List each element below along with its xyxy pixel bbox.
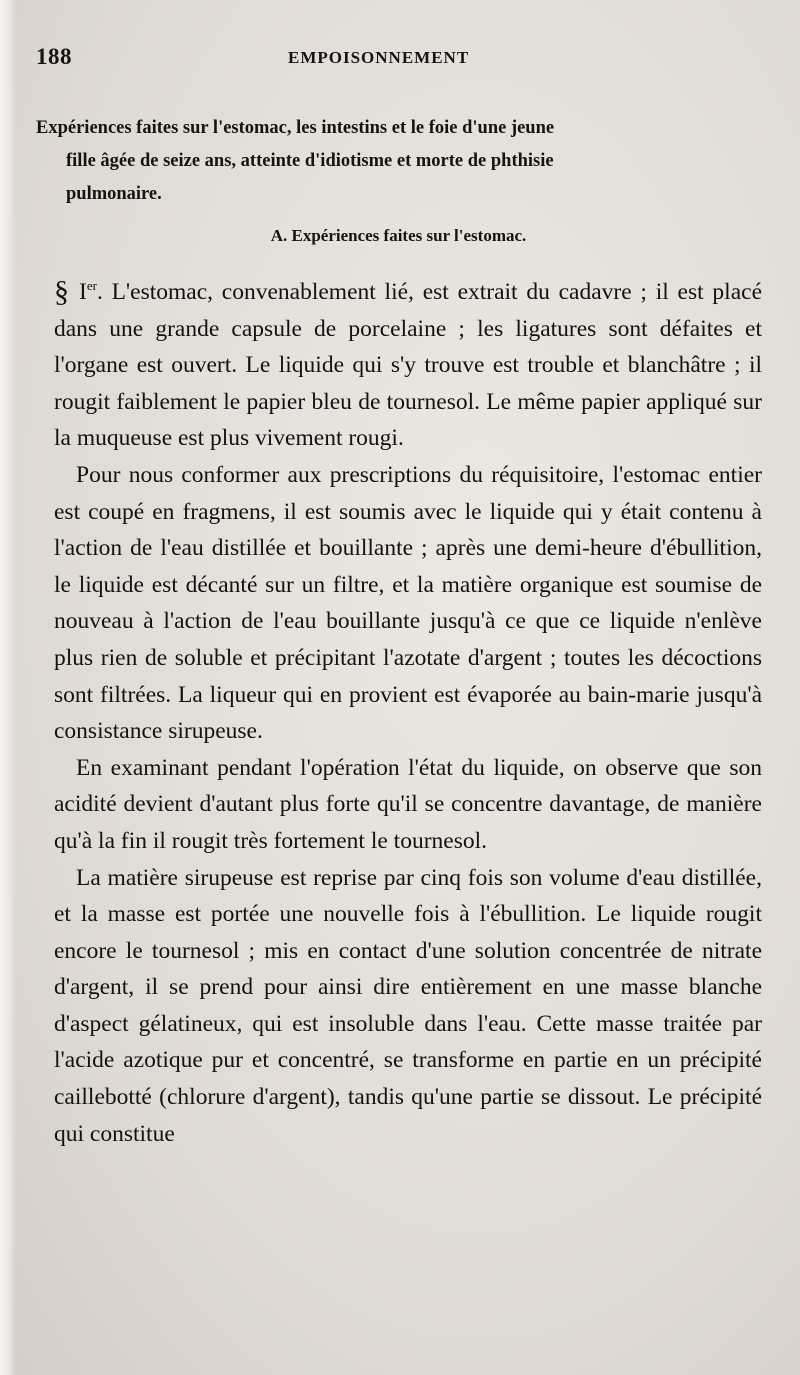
paragraph-2: Pour nous conformer aux prescriptions du réquisitoire, l'estomac entier est coupé en fragmens, il est soumis avec le liquide qui y était contenu à l'action de l'eau distillée et bouillante ; après une demi-heure d'ébullition, le liquide est décanté sur un filtre, et la matière organique est soumise de nouveau à l'action de l'eau bouillante jusqu'à ce que ce liquide n'enlève plus rien de soluble et précipitant l'azotate d'argent ; toutes les décoctions sont filtrées. La liqueur qui en provient est évaporée au bain-marie jusqu'à consistance sirupeuse. <box>54 461 762 745</box>
paragraph-4: La matière sirupeuse est reprise par cinq fois son volume d'eau distillée, et la masse est portée une nouvelle fois à l'ébullition. Le liquide rougit encore le tournesol ; mis en contact d'une solution concentrée de nitrate d'argent, il se prend pour ainsi dire entièrement en une masse blanche d'aspect gélatineux, qui est insoluble dans l'eau. Cette masse traitée par l'acide azotique pur et concentré, se transforme en partie en un précipité caillebotté (chlorure d'argent), tandis qu'une partie se dissout. Le précipité qui constitue <box>54 864 762 1147</box>
paragraph-1-text: . L'estomac, convenablement lié, est extrait du cadavre ; il est placé dans une grande capsule de porcelaine ; les ligatures sont défaites et l'organe est ouvert. Le liquide qui s'y trouve est trouble et blanchâtre ; il rougit faiblement le papier bleu de tournesol. Le même papier appliqué sur la muqueuse est plus vivement rougi. <box>54 279 762 452</box>
body-text <box>54 268 762 1152</box>
page-header <box>36 44 756 74</box>
section-title-line-2: fille âgée de seize ans, atteinte d'idiotisme et morte de phthisie <box>66 151 554 171</box>
subsection-title: A. Expériences faites sur l'estomac. <box>270 226 527 245</box>
section-title-line-1: Expériences faites sur l'estomac, les intestins et le foie d'une jeune <box>36 118 555 138</box>
page-number: 188 <box>36 44 72 69</box>
page-edge <box>0 0 16 1375</box>
section-title-line-3: pulmonaire. <box>66 184 162 204</box>
section-title <box>36 112 761 211</box>
paragraph-3: En examinant pendant l'opération l'état du liquide, on observe que son acidité devient d'autant plus forte qu'il se concentre davantage, de manière qu'à la fin il rougit très fortement le tournesol. <box>54 754 762 854</box>
paragraph-1 <box>54 268 762 457</box>
running-head: EMPOISONNEMENT <box>288 48 470 67</box>
section-numeral: I <box>79 279 87 305</box>
section-numeral-suffix: er <box>86 278 97 293</box>
section-mark: § <box>54 275 69 308</box>
